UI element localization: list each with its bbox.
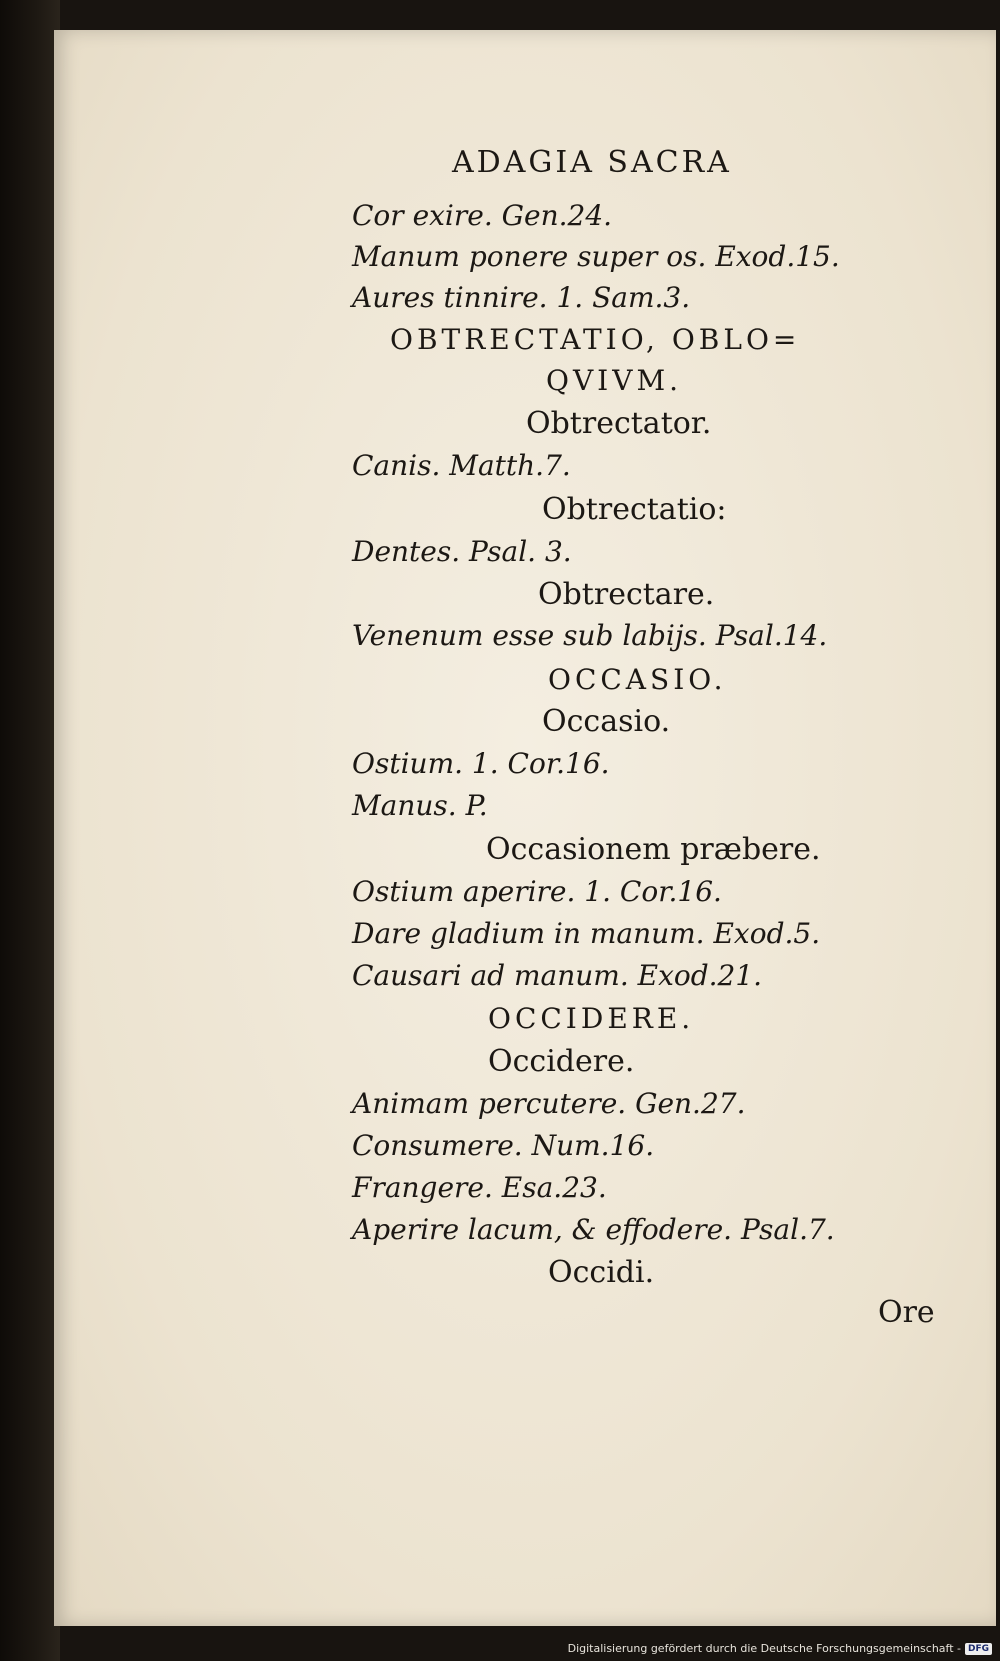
entry-line: Cor exire. Gen.24. xyxy=(352,199,613,232)
dfg-logo-icon: DFG xyxy=(965,1643,992,1655)
book-page xyxy=(54,30,996,1626)
subheading: Occasio. xyxy=(542,704,671,739)
subheading: Occidi. xyxy=(548,1255,655,1290)
subheading: Occidere. xyxy=(488,1044,635,1079)
entry-line: Frangere. Esa.23. xyxy=(352,1171,607,1204)
subheading: Occasionem præbere. xyxy=(486,832,821,867)
entry-line: Manum ponere super os. Exod.15. xyxy=(352,240,840,273)
entry-line: Animam percutere. Gen.27. xyxy=(352,1087,746,1120)
section-heading: QVIVM. xyxy=(546,364,683,397)
entry-line: Canis. Matth.7. xyxy=(352,449,571,482)
digitization-credit xyxy=(568,1642,992,1655)
entry-line: Causari ad manum. Exod.21. xyxy=(352,959,763,992)
running-title: ADAGIA SACRA xyxy=(452,145,732,180)
section-heading: OCCASIO. xyxy=(548,663,727,696)
section-heading: OBTRECTATIO, OBLO= xyxy=(390,323,801,356)
book-binding xyxy=(0,0,60,1661)
entry-line: Ostium aperire. 1. Cor.16. xyxy=(352,875,722,908)
section-heading: OCCIDERE. xyxy=(488,1002,695,1035)
subheading: Obtrectare. xyxy=(538,577,715,612)
entry-line: Dentes. Psal. 3. xyxy=(352,535,572,568)
entry-line: Manus. P. xyxy=(352,789,488,822)
page-text xyxy=(54,30,996,1626)
entry-line: Venenum esse sub labijs. Psal.14. xyxy=(352,619,828,652)
entry-line: Consumere. Num.16. xyxy=(352,1129,655,1162)
entry-line: Dare gladium in manum. Exod.5. xyxy=(352,917,821,950)
subheading: Obtrectatio: xyxy=(542,492,727,527)
entry-line: Aures tinnire. 1. Sam.3. xyxy=(352,281,691,314)
credit-text: Digitalisierung gefördert durch die Deutsche Forschungsgemeinschaft - xyxy=(567,1642,961,1655)
entry-line: Aperire lacum, & effodere. Psal.7. xyxy=(352,1213,835,1246)
catchword: Ore xyxy=(878,1295,935,1330)
subheading: Obtrectator. xyxy=(526,406,712,441)
entry-line: Ostium. 1. Cor.16. xyxy=(352,747,610,780)
